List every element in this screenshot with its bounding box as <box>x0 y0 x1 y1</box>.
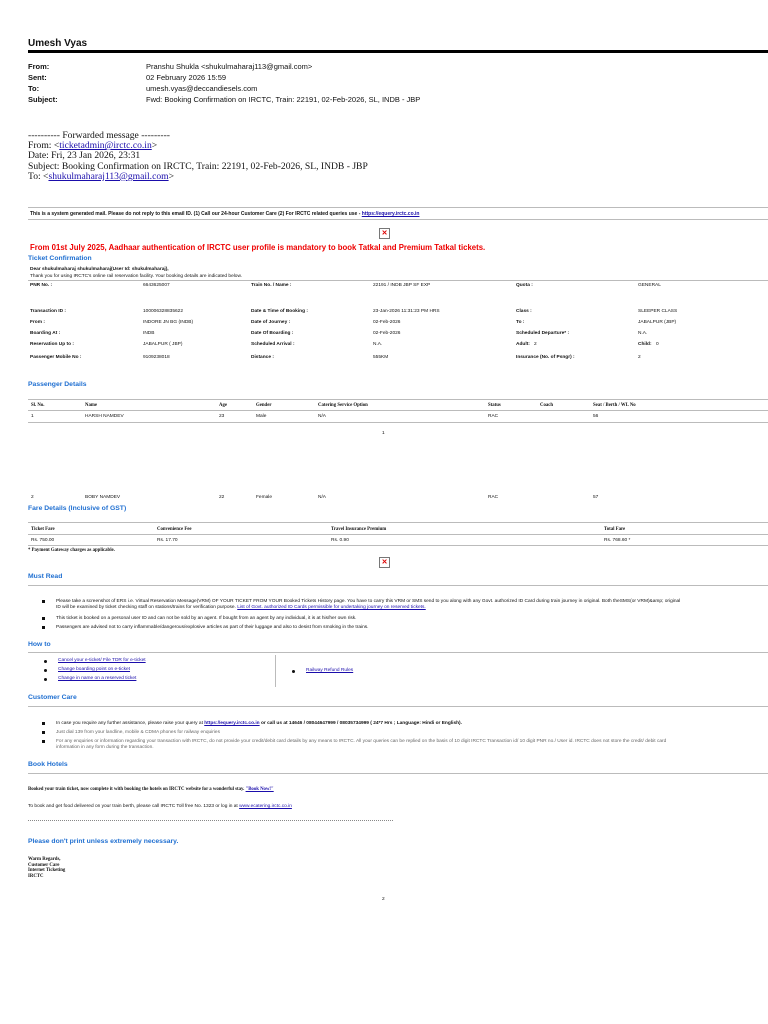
system-note-bottom-rule <box>28 219 768 220</box>
passenger-cell: N/A <box>318 414 326 419</box>
ticket-field-value: 555KM <box>373 355 389 360</box>
care-line-2: Just dial 139 from your landline, mobile & CDMA phones for railway enquiries <box>56 730 220 735</box>
signoff-line: Internet Ticketing <box>28 868 66 873</box>
passenger-table-top-rule <box>28 399 768 400</box>
page-number-2: 2 <box>382 897 385 902</box>
passenger-cell: 57 <box>593 495 599 500</box>
ticket-field-value: 0 <box>656 342 659 347</box>
must-read-item-1: Please take a screenshot of ERS i.e. Virtual Reservation Message(VRM) OF YOUR TICKET FROM YOUR Booked Tickets History page. You have to carry this VRM or SMS send to you along with any Govt. authorized ID Card during train journey in original. Both theSMS(or VRM)&amp; original <box>56 599 681 604</box>
fare-value: Rs. 768.60 * <box>604 538 631 543</box>
must-read-heading: Must Read <box>28 573 63 580</box>
must-read-item-2: This ticket is booked on a personal user ID and can not be sold by an agent. If bought from an agent by any individual, it is at his/her own risk. <box>56 616 357 621</box>
signoff-line: Warm Regards, <box>28 857 61 862</box>
ticket-field-label: Quota : <box>516 283 533 288</box>
dotted-separator <box>28 820 393 821</box>
fare-table-header-rule <box>28 534 768 535</box>
ticket-field-label: Insurance (No. of Psngr) : <box>516 355 575 360</box>
ticket-field-value: GENERAL <box>638 283 661 288</box>
fare-details-heading: Fare Details (Inclusive of GST) <box>28 505 127 512</box>
care-line-4: information in any form during the transaction. <box>56 745 154 750</box>
customer-care-rule <box>28 706 768 707</box>
header-divider <box>28 50 768 53</box>
system-note <box>30 211 419 217</box>
care-line-1-prefix: In case you require any further assistance, please raise your query at <box>56 721 205 726</box>
system-note-top-rule <box>28 207 768 208</box>
thanks-text: Thank you for using IRCTC's online rail reservation facility. Your booking details are indicated below. <box>30 274 243 279</box>
passenger-cell: 56 <box>593 414 599 419</box>
ticket-field-label: Train No. / Name : <box>251 283 292 288</box>
ticket-field-label: Scheduled Arrival : <box>251 342 295 347</box>
care-line-3: For any enquiries or information regarding your transaction with IRCTC, do not provide your credit/debit card details by any means to IRCTC. All your queries can be replied on the basis of 10 digit IRCTC Transaction id/ 10 digit PNR no./ User id. IRCTC does not store the credit/ debit card <box>56 739 667 744</box>
subject-value: Fwd: Booking Confirmation on IRCTC, Train: 22191, 02-Feb-2026, SL, INDB - JBP <box>146 95 421 104</box>
passenger-cell: N/A <box>318 495 326 500</box>
how-to-heading: How to <box>28 641 51 648</box>
from-value: Pranshu Shukla <shukulmaharaj113@gmail.com> <box>146 62 313 71</box>
fare-table-bottom-rule <box>28 545 768 546</box>
page-number-1: 1 <box>382 431 385 436</box>
dont-print-note: Please don't print unless extremely necessary. <box>28 838 179 845</box>
signoff <box>28 857 65 879</box>
must-read-item-1b-text: ID will be examined by ticket checking staff on stations/trains for verification purpose. <box>56 605 236 610</box>
ticket-field-label: Boarding At : <box>30 331 61 336</box>
change-boarding-link[interactable]: Change boarding point on e-ticket <box>58 667 131 672</box>
fare-table-top-rule <box>28 522 768 523</box>
bullet <box>42 600 45 603</box>
ticket-field-value: 100006328835622 <box>143 309 184 314</box>
ticket-field-value: SLEEPER CLASS <box>638 309 678 314</box>
ticket-field-value: N.A. <box>373 342 383 347</box>
forward-from-suffix: > <box>151 140 158 152</box>
to-label: To: <box>28 84 40 93</box>
passenger-column-header: Status <box>488 403 501 408</box>
forward-date: Date: Fri, 23 Jan 2026, 23:31 <box>28 150 141 162</box>
forward-subject: Subject: Booking Confirmation on IRCTC, Train: 22191, 02-Feb-2026, SL, INDB - JBP <box>28 160 368 172</box>
ticket-field-value: N.A. <box>638 331 648 336</box>
book-hotels-rule <box>28 773 768 774</box>
passenger-cell: 22 <box>219 495 225 500</box>
care-line-1 <box>56 721 462 726</box>
ticket-confirmation-heading: Ticket Confirmation <box>28 255 92 262</box>
ticket-field-label: Distance : <box>251 355 274 360</box>
aadhaar-notice: From 01st July 2025, Aadhaar authentication of IRCTC user profile is mandatory to book Tatkal and Premium Tatkal tickets. <box>30 243 486 252</box>
food-text <box>28 804 292 809</box>
fare-value: Rs. 750.00 <box>31 538 55 543</box>
system-note-text: This is a system generated mail. Please do not reply to this email ID. (1) Call our 24-hour Customer Care (2) For IRCTC related queries use - <box>30 211 362 217</box>
ticket-field-label: To : <box>516 320 525 325</box>
cancel-eticket-link[interactable]: Cancel your e-ticket/ File TDR for e-ticket <box>58 658 146 663</box>
care-equery-link[interactable]: https://equery.irctc.co.in <box>204 721 260 726</box>
ticket-field-value: 02-Feb-2026 <box>373 320 401 325</box>
fare-value: Rs. 0.90 <box>331 538 349 543</box>
ticket-field-value: 23-Jan-2026 11:31:23 PM HRS <box>373 309 440 314</box>
hotels-text-body: Booked your train ticket, now complete it with booking the hotels on IRCTC website for a wonderful stay. <box>28 787 246 792</box>
from-label: From: <box>28 62 50 71</box>
customer-care-heading: Customer Care <box>28 694 77 701</box>
passenger-cell: RAC <box>488 495 499 500</box>
ticket-field-label: Child: <box>638 342 652 347</box>
passenger-column-header: Catering Service Option <box>318 403 368 408</box>
subject-label: Subject: <box>28 95 58 104</box>
signoff-line: IRCTC <box>28 873 44 879</box>
signoff-line: Customer Care <box>28 862 60 868</box>
bullet <box>42 626 45 629</box>
ticket-field-label: Date Of Boarding : <box>251 331 294 336</box>
broken-image-icon: ✕ <box>379 557 390 568</box>
broken-image-icon: ✕ <box>379 228 390 239</box>
sent-value: 02 February 2026 15:59 <box>146 73 227 82</box>
ticket-field-value: 22191 / INDB JBP SF EXP <box>373 283 431 288</box>
fare-column-header: Total Fare <box>604 527 626 532</box>
equery-link[interactable]: https://equery.irctc.co.in <box>361 211 420 217</box>
how-to-divider <box>275 655 276 687</box>
must-read-item-3: Passengers are advised not to carry inflammable/dangerous/explosive articles as part of their luggage and also to desist from smoking in the trains. <box>56 625 369 630</box>
ticket-field-label: PNR No. : <box>30 283 53 288</box>
ticket-field-value: INDORE JN BG (INDB) <box>143 320 194 325</box>
fare-value: Rs. 17.70 <box>157 538 178 543</box>
book-now-link[interactable]: "Book Now!" <box>245 787 274 792</box>
bullet <box>42 722 45 725</box>
fare-column-header: Travel Insurance Premium <box>331 527 387 532</box>
bullet <box>42 731 45 734</box>
passenger-cell: RAC <box>488 414 499 419</box>
passenger-column-header: Sl. No. <box>31 403 45 408</box>
ticket-field-value: INDB <box>143 331 155 336</box>
passenger-cell: 1 <box>31 414 34 419</box>
payment-gateway-note: * Payment Gateway charges as applicable. <box>28 548 115 553</box>
greeting: Dear shukulmaharaj shukulmaharaj(User Id: shukulmaharaj), <box>30 267 169 272</box>
passenger-cell: Male <box>256 414 267 419</box>
passenger-cell: Female <box>256 495 272 500</box>
sent-label: Sent: <box>28 73 47 82</box>
passenger-table-header-rule <box>28 410 768 411</box>
passenger-column-header: Age <box>219 403 227 408</box>
bullet <box>44 660 47 663</box>
ticket-field-label: Reservation Up to : <box>30 342 74 347</box>
ticket-field-value: 9109238018 <box>143 355 170 360</box>
ticket-field-label: Transaction ID : <box>30 309 66 314</box>
ecatering-link[interactable]: www.ecatering.irctc.co.in <box>239 804 292 809</box>
ticket-field-value: 2 <box>534 342 537 347</box>
forward-to-prefix: To: < <box>28 170 49 182</box>
food-text-body: To book and get food delivered on your train berth, please call IRCTC Toll free No. 1323 or log in at <box>28 804 240 809</box>
forward-from-prefix: From: < <box>28 140 60 152</box>
page-owner-name: Umesh Vyas <box>28 38 88 49</box>
ticket-field-value: 02-Feb-2026 <box>373 331 401 336</box>
passenger-column-header: Gender <box>256 403 272 408</box>
bullet <box>42 740 45 743</box>
passenger-table-row-rule <box>28 422 768 423</box>
fare-column-header: Ticket Fare <box>31 527 55 532</box>
passenger-column-header: Seat / Berth / WL No <box>593 403 636 408</box>
passenger-cell: HARSH NAMDEV <box>85 414 124 419</box>
ticket-field-label: From : <box>30 320 45 325</box>
bullet <box>42 617 45 620</box>
ticket-field-label: Adult: <box>516 342 530 347</box>
ticket-field-value: 2 <box>638 355 641 360</box>
ticket-field-value: JABALPUR (JBP) <box>638 320 677 325</box>
bullet <box>292 670 295 673</box>
ticket-table-rule <box>28 280 768 281</box>
care-line-1-suffix: or call us at 14646 / 08044647999 / 08035734999 ( 24*7 Hrs ; Language: Hindi or English). <box>259 721 462 726</box>
passenger-cell: 23 <box>219 414 225 419</box>
forward-to-link[interactable]: shukulmaharaj113@gmail.com <box>48 170 169 182</box>
ticket-field-label: Date of Journey : <box>251 320 291 325</box>
must-read-item-1b <box>56 605 426 610</box>
forward-to-suffix: > <box>168 170 175 182</box>
forward-marker: ---------- Forwarded message --------- <box>28 130 170 141</box>
forward-from-link[interactable]: ticketadmin@irctc.co.in <box>59 140 152 152</box>
ticket-field-label: Class : <box>516 309 532 314</box>
bullet <box>44 678 47 681</box>
ticket-field-value: 6643625007 <box>143 283 170 288</box>
ticket-field-label: Scheduled Departure* : <box>516 331 570 336</box>
passenger-cell: BOBY NAMDEV <box>85 495 121 500</box>
fare-column-header: Convenience Fee <box>157 527 192 532</box>
ticket-field-label: Date & Time of Booking : <box>251 309 308 314</box>
change-name-link[interactable]: Change in name on a reserved ticket <box>58 676 137 681</box>
how-to-rule <box>28 652 768 653</box>
id-cards-link[interactable]: List of Govt. authorized ID Cards permissible for undertaking journey on reserved tickets. <box>237 605 426 610</box>
hotels-text <box>28 787 274 792</box>
ticket-field-label: Passenger Mobile No : <box>30 355 82 360</box>
passenger-details-heading: Passenger Details <box>28 381 87 388</box>
passenger-column-header: Name <box>85 403 97 408</box>
refund-rules-link[interactable]: Railway Refund Rules <box>306 668 354 673</box>
forward-to <box>28 172 368 182</box>
forwarded-block <box>28 131 368 182</box>
bullet <box>44 669 47 672</box>
book-hotels-heading: Book Hotels <box>28 761 68 768</box>
to-value: umesh.vyas@deccandiesels.com <box>146 84 258 93</box>
passenger-cell: 2 <box>31 495 34 500</box>
passenger-column-header: Coach <box>540 403 554 408</box>
must-read-rule <box>28 585 768 586</box>
ticket-field-value: JABALPUR ( JBP) <box>143 342 183 347</box>
